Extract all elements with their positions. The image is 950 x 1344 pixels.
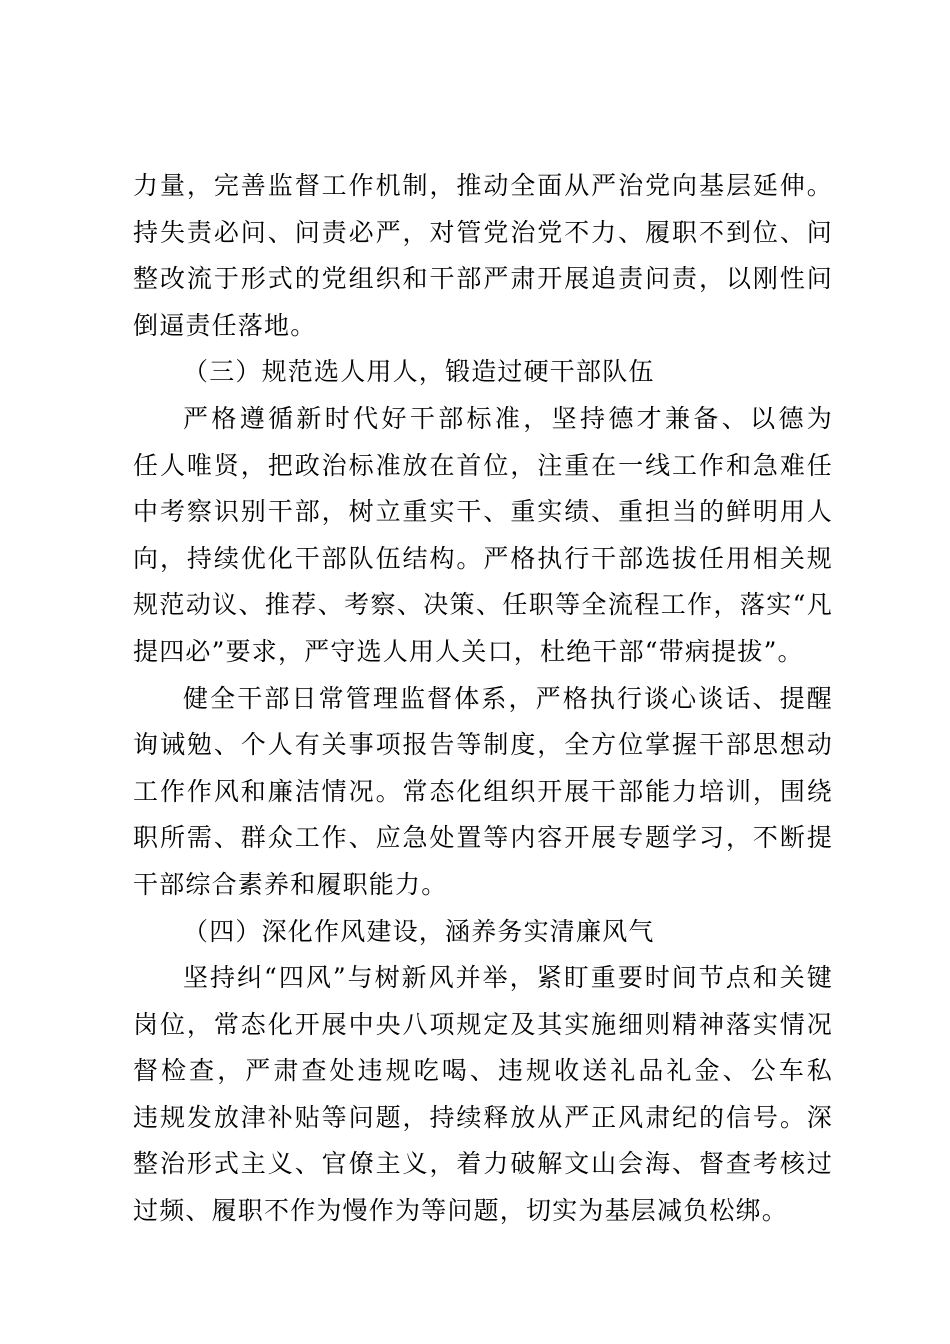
section-heading: （四）深化作风建设，涵养务实清廉风气 — [183, 916, 655, 946]
text-line: 坚持纠“四风”与树新风并举，紧盯重要时间节点和关键 — [183, 963, 833, 993]
text-line: 干部综合素养和履职能力。 — [133, 869, 448, 899]
text-line: 规范动议、推荐、考察、决策、任职等全流程工作，落实“凡 — [133, 590, 833, 620]
text-line: 向，持续优化干部队伍结构。严格执行干部选拔任用相关规 — [133, 543, 833, 573]
document-body — [133, 163, 833, 1235]
text-line: 中考察识别干部，树立重实干、重实绩、重担当的鲜明用人 — [133, 497, 833, 527]
text-line: 岗位，常态化开展中央八项规定及其实施细则精神落实情况 — [133, 1009, 833, 1039]
text-line: 违规发放津补贴等问题，持续释放从严正风肃纪的信号。深 — [133, 1102, 833, 1132]
text-line: 询诫勉、个人有关事项报告等制度，全方位掌握干部思想动 — [133, 730, 833, 760]
text-line: 持失责必问、问责必严，对管党治党不力、履职不到位、问 — [133, 217, 833, 247]
text-line: 督检查，严肃查处违规吃喝、违规收送礼品礼金、公车私 — [133, 1056, 833, 1086]
text-line: 倒逼责任落地。 — [133, 310, 317, 340]
text-line: 整改流于形式的党组织和干部严肃开展追责问责，以刚性问 — [133, 264, 833, 294]
text-line: 严格遵循新时代好干部标准，坚持德才兼备、以德为 — [183, 403, 833, 433]
section-heading: （三）规范选人用人，锻造过硬干部队伍 — [183, 357, 655, 387]
text-line: 过频、履职不作为慢作为等问题，切实为基层减负松绑。 — [133, 1196, 789, 1226]
text-line: 提四必”要求，严守选人用人关口，杜绝干部“带病提拔”。 — [133, 636, 804, 666]
text-line: 力量，完善监督工作机制，推动全面从严治党向基层延伸。 — [133, 171, 833, 200]
text-line: 职所需、群众工作、应急处置等内容开展专题学习，不断提 — [133, 823, 833, 853]
text-line: 整治形式主义、官僚主义，着力破解文山会海、督查考核过 — [133, 1149, 833, 1179]
text-line: 健全干部日常管理监督体系，严格执行谈心谈话、提醒 — [183, 683, 833, 713]
text-line: 工作作风和廉洁情况。常态化组织开展干部能力培训，围绕 — [133, 776, 833, 806]
text-line: 任人唯贤，把政治标准放在首位，注重在一线工作和急难任 — [133, 450, 833, 480]
